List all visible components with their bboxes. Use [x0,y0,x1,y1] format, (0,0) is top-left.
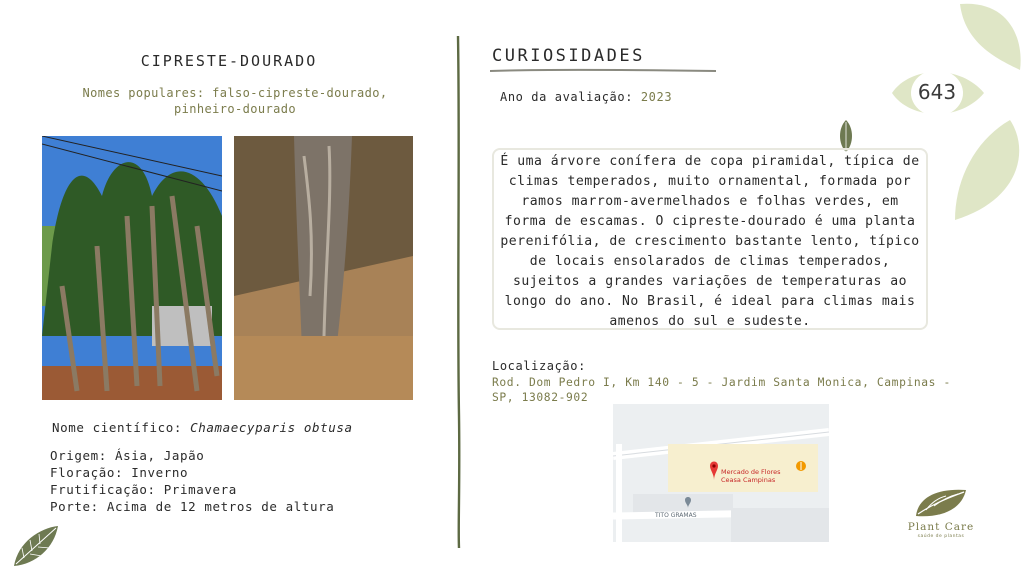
plant-facts [50,447,334,515]
title-underline [490,66,716,76]
origin: Origem: Ásia, Japão [50,448,205,463]
scientific-name-value: Chamaecyparis obtusa [190,420,353,435]
scientific-name-label: Nome científico: [52,420,191,435]
location-address: Rod. Dom Pedro I, Km 140 - 5 - Jardim Santa Monica, Campinas - SP, 13082-902 [492,376,951,404]
plant-title: CIPRESTE-DOURADO [140,52,318,70]
food-pin-icon [796,461,806,471]
leaf-icon [10,524,60,568]
fruiting: Frutificação: Primavera [50,482,237,497]
map-place-line2: Ceasa Campinas [721,476,776,484]
brand-tagline: saúde de plantas [917,534,965,539]
size: Porte: Acima de 12 metros de altura [50,499,335,514]
map-poi: TITO GRAMAS [655,512,697,519]
evaluation-year-value: 2023 [640,90,673,104]
plant-care-logo-icon [912,486,970,520]
page-number: 643 [917,80,957,104]
evaluation-year-label: Ano da avaliação: [500,90,641,104]
curiosities-text: É uma árvore conífera de copa piramidal, típica de climas temperados, muito ornamental, formada por ramos marrom-avermelhados e folhas verdes, em forma de escamas. O cipreste-dourado é uma planta perenifólia, de crescimento bastante lento, típico de locais ensolarados de climas temperados, sujeitos a grandes variações de temperaturas ao longo do ano. No Brasil, é ideal para climas mais amenos do sul e sudeste. [492,148,928,330]
curiosities-title: CURIOSIDADES [492,46,645,66]
trunk-photo-closeup [234,136,413,400]
location-label: Localização: [492,359,586,373]
vertical-divider [452,36,466,548]
scientific-name [52,420,353,435]
popular-names: Nomes populares: falso-cipreste-dourado, pinheiro-dourado [82,86,388,116]
evaluation-year [500,90,672,104]
map-place-line1: Mercado de Flores [721,468,781,476]
location-map[interactable] [613,404,829,542]
tree-photo-landscape [42,136,222,400]
flowering: Floração: Inverno [50,465,189,480]
brand-name: Plant Care [907,521,975,533]
